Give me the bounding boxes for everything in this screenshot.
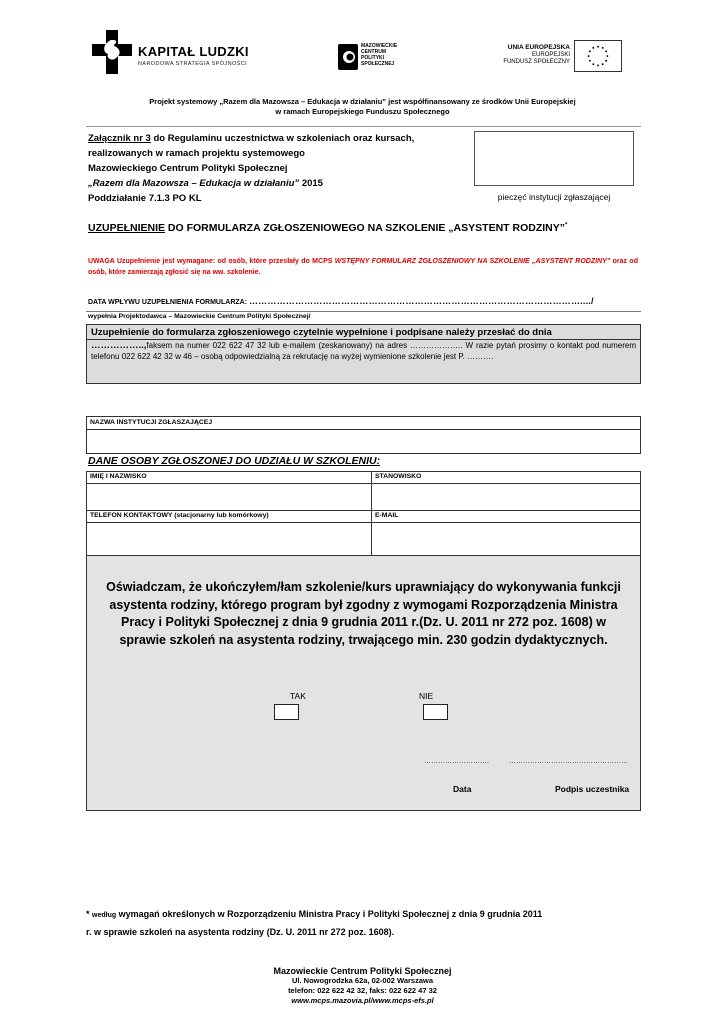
position-label: STANOWISKO [375, 473, 422, 480]
mcps-logo-icon [338, 44, 358, 70]
yes-checkbox[interactable] [274, 704, 299, 720]
institution-label: NAZWA INSTYTUCJI ZGŁASZAJĄCEJ [86, 416, 641, 429]
cofinance-note: Projekt systemowy „Razem dla Mazowsza – Edukacja w działaniu” jest współfinansowany ze środków Unii Europejskiej w ramach Europejskiego Funduszu Społecznego [149, 97, 576, 116]
institution-name-field[interactable] [86, 429, 641, 454]
kapital-ludzki-logo-icon [92, 30, 132, 74]
phone-label: TELEFON KONTAKTOWY (stacjonarny lub komórkowy) [90, 512, 269, 519]
phone-field[interactable] [87, 523, 370, 555]
email-field[interactable] [372, 523, 640, 555]
kapital-ludzki-title: KAPITAŁ LUDZKI [138, 44, 249, 59]
name-field[interactable] [87, 484, 370, 509]
participant-section-title: DANE OSOBY ZGŁOSZONEJ DO UDZIAŁU W SZKOLENIU: [88, 455, 381, 467]
warning-note: UWAGA Uzupełnienie jest wymagane: od osób, które przesłały do MCPS WSTĘPNY FORMULARZ ZGŁOSZENIOWY NA SZKOLENIE „ASYSTENT RODZINY” oraz od osób, które zamierzają zgłosić się na ww. szkolenie. [88, 258, 638, 276]
header-divider [86, 126, 641, 127]
signature-label: Podpis uczestnika [555, 784, 630, 794]
institution-stamp-box[interactable] [474, 131, 634, 186]
table-divider [86, 510, 641, 511]
receipt-divider [86, 311, 641, 312]
website-link[interactable]: www.mcps.mazovia.pl/www.mcps-efs.pl [291, 996, 434, 1005]
declaration-text: Oświadczam, że ukończyłem/łam szkolenie/kurs uprawniający do wykonywania funkcji asystenta rodziny, którego program był zgodny z wymogami Rozporządzenia Ministra Pracy i Polityki Społecznej z dnia 9 grudnia 2011 r.(Dz. U. 2011 nr 272 poz. 1608) w sprawie szkoleń na asystenta rodziny, trwającego min. 230 godzin dydaktycznych. [106, 580, 621, 647]
receipt-filled-by: wypełnia Projektodawca – Mazowieckie Centrum Polityki Społecznej/ [88, 313, 311, 320]
yes-label: TAK [290, 691, 306, 701]
eu-flag-icon [574, 40, 622, 72]
email-label: E-MAIL [375, 512, 399, 519]
signature-dots[interactable]: …………………………………………… [509, 758, 628, 765]
date-label: Data [453, 784, 472, 794]
kapital-ludzki-subtitle: NARODOWA STRATEGIA SPÓJNOŚCI [138, 61, 247, 67]
no-label: NIE [419, 691, 434, 701]
page-title: UZUPEŁNIENIE DO FORMULARZA ZGŁOSZENIOWEGO NA SZKOLENIE „ASYSTENT RODZINY”* [88, 222, 568, 234]
receipt-date-line: DATA WPŁYWU UZUPEŁNIENIA FORMULARZA: ………………………………………………………………………………………………..../ [88, 296, 594, 306]
footnote: * według wymagań określonych w Rozporządzeniu Ministra Pracy i Polityki Społecznej z dnia 9 grudnia 2011 r. w sprawie szkoleń na asystenta rodziny (Dz. U. 2011 nr 272 poz. 1608). [86, 909, 543, 937]
no-checkbox[interactable] [423, 704, 448, 720]
name-label: IMIĘ I NAZWISKO [90, 473, 147, 480]
mcps-logo-text: MAZOWIECKIE CENTRUM POLITYKI SPOŁECZNEJ [361, 43, 398, 67]
eu-logo-text: UNIA EUROPEJSKA EUROPEJSKI FUNDUSZ SPOŁECZNY [503, 44, 570, 65]
position-field[interactable] [372, 484, 640, 509]
date-dots[interactable]: ………………………. [424, 758, 489, 765]
stamp-label: pieczęć instytucji zgłaszającej [497, 192, 611, 202]
submission-info-box: Uzupełnienie do formularza zgłoszeniowego czytelnie wypełnione i podpisane należy przesłać do dnia ……………..,faksem na numer 022 622 47 32 lub e-mailem (zeskanowany) na adres ……………….. W razie pytań prosimy o kontakt pod numerem telefonu 022 622 42 32 w 46 – osobą odpowiedzialną za rekrutację na wyżej wymienione szkolenie jest P. ………. [86, 324, 641, 384]
attachment-info: Załącznik nr 3 do Regulaminu uczestnictwa w szkoleniach oraz kursach, realizowanych w ramach projektu systemowego Mazowieckiego Centrum Polityki Społecznej „Razem dla Mazowsza – Edukacja w działaniu” 2015 Poddziałanie 7.1.3 PO KL [88, 133, 415, 204]
footer-address: Mazowieckie Centrum Polityki Społecznej Ul. Nowogrodzka 62a, 02-002 Warszawa telefon: 022 622 42 32, faks: 022 622 47 32 www.mcps.mazovia.pl/www.mcps-efs.pl [200, 966, 525, 1006]
